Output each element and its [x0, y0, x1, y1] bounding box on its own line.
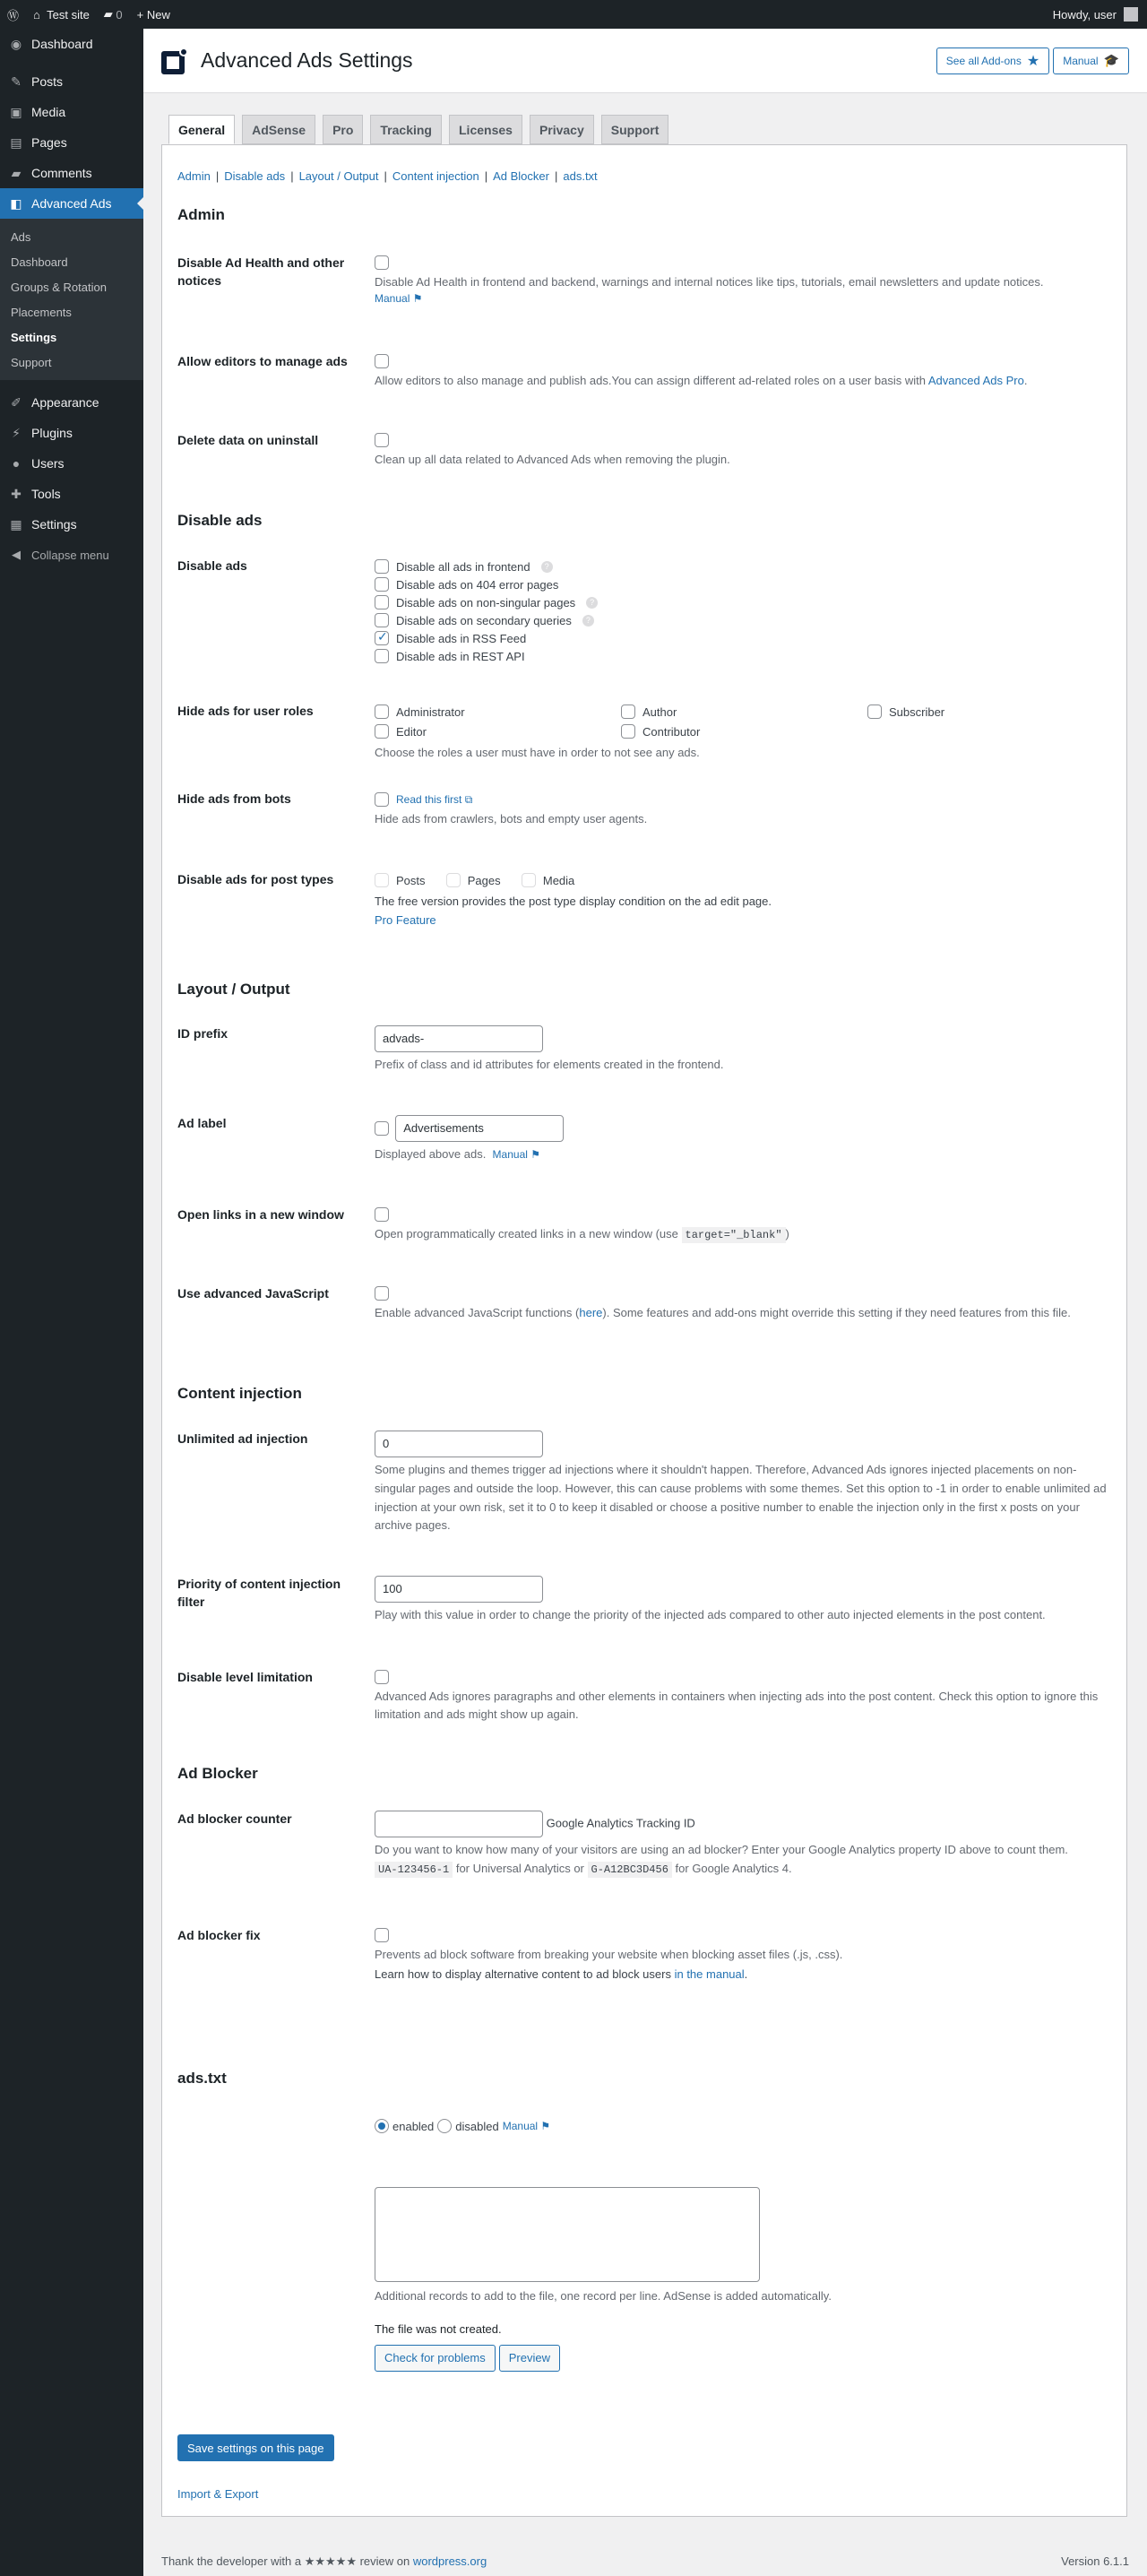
section-heading-layout: Layout / Output: [177, 981, 290, 998]
id-prefix-input[interactable]: advads-: [375, 1025, 543, 1052]
disable-rss-checkbox[interactable]: [375, 631, 389, 645]
label-ad-blocker-counter: Ad blocker counter: [177, 1811, 292, 1826]
ads-txt-desc: Additional records to add to the file, one record per line. AdSense is added automatically.: [375, 2289, 832, 2303]
nav-admin[interactable]: Admin: [177, 169, 211, 183]
ads-txt-disabled-radio[interactable]: [437, 2119, 452, 2133]
disable-health-checkbox[interactable]: [375, 255, 389, 270]
star-icon: ★: [1026, 53, 1040, 69]
level-limitation-checkbox[interactable]: [375, 1670, 389, 1684]
graduation-cap-icon: 🎓: [1103, 53, 1119, 67]
allow-editors-checkbox[interactable]: [375, 354, 389, 368]
section-heading-content-injection: Content injection: [177, 1385, 302, 1402]
comment-icon: ▰: [11, 165, 22, 180]
new-content-link[interactable]: + New: [136, 7, 170, 22]
label-id-prefix: ID prefix: [177, 1026, 229, 1041]
submenu-placements[interactable]: Placements: [11, 305, 72, 319]
label-ad-label: Ad label: [177, 1116, 227, 1130]
post-type-media-checkbox[interactable]: [522, 873, 536, 887]
label-post-types: Disable ads for post types: [177, 872, 334, 886]
level-limitation-desc: Advanced Ads ignores paragraphs and other elements in containers when injecting ads into the post content. Check this option to ignore this limitation and ads might show up again.: [375, 1689, 1099, 1722]
page-icon: ▤: [10, 134, 22, 150]
page-header: [143, 29, 1147, 93]
section-heading-ad-blocker: Ad Blocker: [177, 1765, 258, 1782]
see-all-addons-button[interactable]: See all Add-ons ★: [936, 48, 1049, 74]
menu-settings[interactable]: ▦ Settings: [10, 516, 77, 532]
advanced-ads-icon: ◧: [10, 195, 22, 211]
label-delete-data: Delete data on uninstall: [177, 433, 319, 447]
role-contributor-checkbox[interactable]: [621, 724, 635, 739]
menu-pages[interactable]: ▤ Pages: [10, 134, 67, 150]
menu-dashboard[interactable]: ◉ Dashboard: [10, 36, 93, 51]
ad-label-checkbox[interactable]: [375, 1121, 389, 1136]
avatar: [1124, 7, 1138, 22]
nav-disable-ads[interactable]: Disable ads: [224, 169, 286, 183]
nav-content-injection[interactable]: Content injection: [392, 169, 479, 183]
admin-sidebar: [0, 29, 143, 2576]
page-title: Advanced Ads Settings: [201, 48, 413, 72]
here-link[interactable]: here: [579, 1305, 603, 1319]
hide-bots-desc: Hide ads from crawlers, bots and empty user agents.: [375, 812, 648, 826]
unlimited-injection-input[interactable]: 0: [375, 1431, 543, 1457]
unlimited-injection-desc: Some plugins and themes trigger ad injections where it shouldn't happen. Therefore, Advanced Ads ignores injected placements on non-singular pages and outside the loop. However, this can cause problems with some themes. Set this option to -1 in order to enable unlimited ad injection at your own risk, set it to 0 to keep it disabled or choose a positive number to enable the injection only in the first x posts on your archive pages.: [375, 1463, 1107, 1533]
label-hide-roles: Hide ads for user roles: [177, 704, 314, 718]
manual-link[interactable]: Manual ⚑: [502, 2120, 551, 2132]
collapse-menu-button[interactable]: ◀ Collapse menu: [0, 540, 143, 570]
role-subscriber-checkbox[interactable]: [867, 705, 882, 719]
priority-input[interactable]: 100: [375, 1576, 543, 1603]
settings-tabs: [168, 115, 668, 144]
label-priority: Priority of content injection filter: [177, 1577, 341, 1609]
role-author-checkbox[interactable]: [621, 705, 635, 719]
pin-icon: ✎: [11, 73, 22, 89]
advanced-js-desc: Enable advanced JavaScript functions (here). Some features and add-ons might override this setting if they need features from this file.: [375, 1305, 1071, 1319]
pro-feature-link[interactable]: Pro Feature: [375, 913, 436, 927]
menu-advanced-ads[interactable]: ◧ Advanced Ads: [0, 188, 143, 219]
import-export-link[interactable]: Import & Export: [177, 2487, 259, 2501]
submenu-support[interactable]: Support: [11, 355, 52, 369]
tab-tracking[interactable]: Tracking: [370, 115, 442, 144]
main-content: [143, 29, 1147, 2501]
settings-panel: Admin | Disable ads | Layout / Output | Content injection | Ad Blocker | ads.txt Admin Disable Ad Health and other notices Disable Ad Health in frontend and backend, warnings and internal notices like tips, tutorials, email newsletters and update notices. Manual ⚑ Allow editors to manage ads Allow editors to also manage and publish ads.You can assign different ad-related roles on a user basis with Advanced Ads Pro. Delete data on uninstall Clean up all data related to Advanced Ads when removing the plugin. Disable ads Disable ads Disable all ads in frontend ? Disable ads on 404 error pages Disable ads on non-singular pages ? Disable ads on secondary queries ? ✓ Disable ads in RSS Feed Disable ads in REST API Hide ads for user roles Administrator Author Subscriber Editor Contributor Choose the roles a user must have in order to not see any ads. Hide ads from bots Read this first ⧉ Hide ads from crawlers, bots and empty user agents. Disable ads for post types Posts Pages Media The free version provides the post type display condition on the ad edit page. Pro Feature Layout / Output ID prefix advads- Prefix of class and id attributes for elements created in the frontend. Ad label Advertisements Displayed above ads. Manual ⚑ Open links in a new window Open programmatically created links in a new window (use target="_blank" ) Use advanced JavaScript Enable advanced JavaScript functions (here). Some features and add-ons might override this setting if they need features from this file. Content injection Unlimited ad injection 0 Some plugins and themes trigger ad injections where it shouldn't happen. Therefore, Advanced Ads ignores injected placements on non-singular pages and outside the loop. However, this can cause problems with some themes. Set this option to -1 in order to enable unlimited ad injection at your own risk, set it to 0 to keep it disabled or choose a positive number to enable the injection only in the first x posts on your archive pages. Priority of content injection filter 100 Play with this value in order to change the priority of the injected ads compared to other auto injected elements in the post content. Disable level limitation Advanced Ads ignores paragraphs and other elements in containers when injecting ads into the post content. Check this option to ignore this limitation and ads might show up again. Ad Blocker Ad blocker counter Google Analytics Tracking ID Do you want to know how many of your visitors are using an ad blocker? Enter your Google Analytics property ID above to count them. UA-123456-1 for Universal Analytics or G-A12BC3D456 for Google Analytics 4. Ad blocker fix Prevents ad block software from breaking your website when blocking asset files (.js, .css). Learn how to display alternative content to ad block users in the manual. ads.txt enabled disabled Manual ⚑ Additional records to add to the file, one record per line. AdSense is added automatically. The file was not created. Check for problems Preview Save settings on this page Import & Export: [161, 144, 1127, 2517]
menu-tools[interactable]: ✚ Tools: [0, 479, 143, 509]
disable-secondary-checkbox[interactable]: [375, 613, 389, 627]
disable-404-checkbox[interactable]: [375, 577, 389, 592]
delete-data-desc: Clean up all data related to Advanced Ads when removing the plugin.: [375, 452, 730, 466]
dashboard-icon: ◉: [10, 36, 22, 51]
disable-non-singular-checkbox[interactable]: [375, 595, 389, 609]
label-level-limitation: Disable level limitation: [177, 1670, 313, 1684]
section-heading-ads-txt: ads.txt: [177, 2070, 227, 2087]
role-editor-checkbox[interactable]: [375, 724, 389, 739]
label-allow-editors: Allow editors to manage ads: [177, 354, 348, 368]
new-window-checkbox[interactable]: [375, 1207, 389, 1222]
save-row: [177, 2434, 1109, 2461]
submenu-groups[interactable]: Groups & Rotation: [11, 280, 107, 294]
read-this-first-link[interactable]: Read this first ⧉: [396, 792, 473, 806]
home-icon: ⌂: [33, 7, 40, 22]
new-window-desc: Open programmatically created links in a new window (use target="_blank" ): [375, 1226, 789, 1241]
label-advanced-js: Use advanced JavaScript: [177, 1286, 329, 1301]
label-new-window: Open links in a new window: [177, 1207, 344, 1222]
hide-bots-checkbox[interactable]: [375, 792, 389, 807]
label-ad-blocker-fix: Ad blocker fix: [177, 1928, 261, 1942]
menu-plugins[interactable]: ⚡ Plugins: [0, 418, 143, 448]
wordpress-org-link[interactable]: wordpress.org: [412, 2554, 487, 2568]
nav-ad-blocker[interactable]: Ad Blocker: [493, 169, 549, 183]
import-export-row: [177, 2487, 1109, 2501]
in-the-manual-link[interactable]: in the manual: [674, 1967, 745, 1982]
flag-icon: ⚑: [530, 1148, 541, 1161]
account-menu[interactable]: Howdy, user: [1053, 7, 1147, 22]
help-icon[interactable]: ?: [541, 561, 553, 573]
tab-pro[interactable]: Pro: [323, 115, 363, 144]
brush-icon: ✐: [11, 394, 22, 410]
help-icon[interactable]: ?: [586, 597, 598, 609]
preview-button[interactable]: Preview: [499, 2345, 560, 2372]
post-types-desc: The free version provides the post type display condition on the ad edit page.: [375, 895, 772, 908]
admin-bar: [0, 0, 1147, 29]
ads-txt-records-textarea[interactable]: [375, 2187, 760, 2282]
menu-comments[interactable]: ▰ Comments: [0, 158, 143, 188]
wordpress-logo-icon[interactable]: Ⓦ: [7, 8, 20, 22]
submenu-ads[interactable]: Ads: [11, 229, 31, 244]
id-prefix-desc: Prefix of class and id attributes for elements created in the frontend.: [375, 1058, 724, 1071]
plugin-icon: ⚡: [12, 425, 21, 440]
disable-all-checkbox[interactable]: [375, 559, 389, 574]
manual-button[interactable]: Manual 🎓: [1053, 48, 1129, 74]
advanced-ads-submenu: [0, 219, 143, 380]
manual-link[interactable]: Manual ⚑: [375, 292, 423, 306]
users-icon: ●: [12, 456, 21, 471]
footer-version: Version 6.1.1: [1061, 2554, 1129, 2568]
collapse-icon: ◀: [12, 548, 21, 561]
disable-rest-checkbox[interactable]: [375, 649, 389, 663]
label-disable-ads: Disable ads: [177, 558, 247, 573]
wrench-icon: ✚: [11, 486, 22, 501]
ga-tracking-id-label: Google Analytics Tracking ID: [546, 1816, 695, 1830]
ad-blocker-fix-desc: Prevents ad block software from breaking your website when blocking asset files (.js, .css).: [375, 1947, 843, 1961]
advanced-ads-logo-icon: [161, 48, 186, 74]
disable-health-desc: Disable Ad Health in frontend and backend, warnings and internal notices like tips, tutorials, email newsletters and update notices.: [375, 274, 1044, 289]
tab-licenses[interactable]: Licenses: [449, 115, 522, 144]
menu-media[interactable]: ▣ Media: [10, 104, 66, 119]
menu-posts[interactable]: ✎ Posts: [0, 66, 143, 97]
tab-privacy[interactable]: Privacy: [530, 115, 594, 144]
help-icon[interactable]: ?: [582, 615, 594, 627]
tab-general[interactable]: General: [168, 115, 235, 144]
plus-icon: +: [136, 7, 144, 22]
footer-thanks: Thank the developer with a ★★★★★ review on wordpress.org: [161, 2554, 487, 2568]
ads-txt-enabled-radio[interactable]: [375, 2119, 389, 2133]
comment-icon: ▰: [103, 7, 113, 21]
settings-icon: ▦: [10, 516, 22, 532]
label-hide-bots: Hide ads from bots: [177, 791, 291, 806]
flag-icon: ⚑: [412, 292, 423, 306]
ga-tracking-id-input[interactable]: [375, 1811, 543, 1837]
allow-editors-desc: Allow editors to also manage and publish ads.You can assign different ad-related roles on a user basis with Advanced Ads Pro.: [375, 373, 1028, 387]
submenu-dashboard[interactable]: Dashboard: [11, 255, 68, 269]
footer: [161, 2554, 1129, 2569]
nav-layout-output[interactable]: Layout / Output: [298, 169, 379, 183]
ad-label-input[interactable]: Advertisements: [395, 1115, 564, 1142]
role-administrator-checkbox[interactable]: [375, 705, 389, 719]
label-disable-health: Disable Ad Health and other notices: [177, 255, 345, 288]
advanced-ads-pro-link[interactable]: Advanced Ads Pro: [927, 373, 1024, 387]
ad-blocker-fix-checkbox[interactable]: [375, 1928, 389, 1942]
flag-icon: ⚑: [540, 2120, 551, 2132]
media-icon: ▣: [10, 104, 22, 119]
submenu-settings[interactable]: Settings: [11, 330, 57, 344]
nav-ads-txt[interactable]: ads.txt: [563, 169, 598, 183]
post-type-posts-checkbox[interactable]: [375, 873, 389, 887]
hide-roles-desc: Choose the roles a user must have in order to not see any ads.: [375, 746, 700, 759]
tab-adsense[interactable]: AdSense: [242, 115, 315, 144]
ad-blocker-counter-desc: Do you want to know how many of your visitors are using an ad blocker? Enter your Google Analytics property ID above to count them.: [375, 1843, 1068, 1856]
manual-link[interactable]: Manual ⚑: [492, 1148, 541, 1161]
delete-data-checkbox[interactable]: [375, 433, 389, 447]
site-name-link[interactable]: ⌂ Test site: [33, 7, 90, 22]
menu-appearance[interactable]: ✐ Appearance: [0, 387, 143, 418]
external-link-icon: ⧉: [464, 792, 473, 806]
section-nav: Admin | Disable ads | Layout / Output | Content injection | Ad Blocker | ads.txt: [177, 169, 598, 183]
post-type-pages-checkbox[interactable]: [446, 873, 461, 887]
section-heading-disable-ads: Disable ads: [177, 512, 263, 529]
section-heading-admin: Admin: [177, 206, 225, 223]
save-settings-button[interactable]: Save settings on this page: [177, 2434, 334, 2461]
tab-support[interactable]: Support: [601, 115, 669, 144]
advanced-js-checkbox[interactable]: [375, 1286, 389, 1301]
ads-txt-status: The file was not created.: [375, 2321, 502, 2336]
comments-link[interactable]: ▰ 0: [103, 7, 123, 22]
check-for-problems-button[interactable]: Check for problems: [375, 2345, 496, 2372]
menu-users[interactable]: ● Users: [0, 448, 143, 479]
priority-desc: Play with this value in order to change the priority of the injected ads compared to other auto injected elements in the post content.: [375, 1608, 1046, 1621]
label-unlimited-injection: Unlimited ad injection: [177, 1431, 308, 1446]
